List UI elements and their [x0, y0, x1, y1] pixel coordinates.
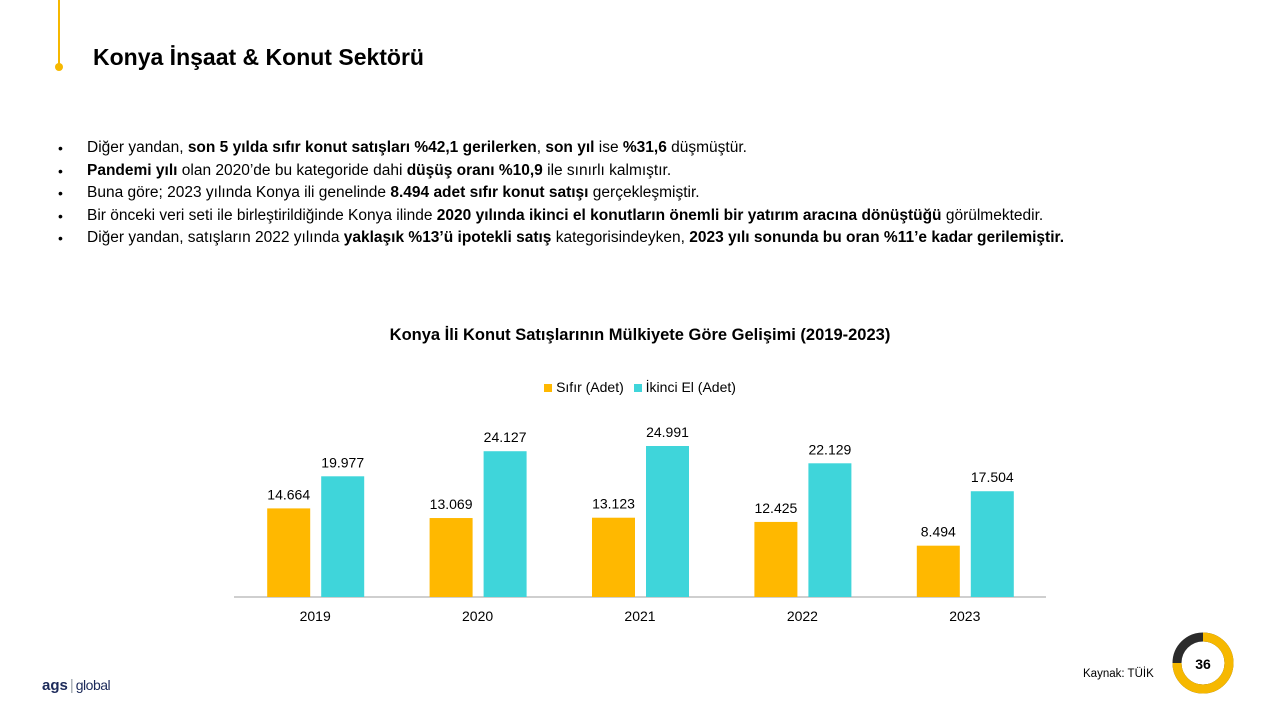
source-note: Kaynak: TÜİK: [1083, 668, 1154, 680]
page-number-badge: [1172, 632, 1234, 694]
data-label-ikinci-el-2021: 24.991: [646, 424, 689, 440]
bullet-text: Bir önceki veri seti ile birleştirildiğinde Konya ilinde: [87, 206, 437, 224]
bar-ikinci-el-2021: [646, 446, 689, 597]
data-label-sifir-2021: 13.123: [592, 495, 635, 512]
bullet-text: yaklaşık %13’ü ipotekli satış: [343, 229, 552, 246]
data-label-ikinci-el-2023: 17.504: [970, 469, 1014, 486]
ags-global-logo: [42, 677, 110, 694]
data-label-sifir-2020: 13.069: [429, 496, 473, 513]
bullet-text: son 5 yılda sıfır konut satışları %42,1 gerilerken: [187, 139, 537, 156]
logo-separator: |: [69, 677, 74, 694]
bullet-text: olan 2020’de bu kategoride dahi: [177, 161, 407, 179]
data-label-sifir-2019: 14.664: [267, 486, 311, 503]
bar-sifir-2020: [430, 518, 473, 597]
bullet-text: gerçekleşmiştir.: [588, 184, 700, 201]
page-title: Konya İnşaat & Konut Sektörü: [93, 44, 424, 70]
bullet-text: ise: [594, 139, 623, 156]
bullet-text: Pandemi yılı: [87, 161, 178, 179]
data-label-sifir-2023: 8.494: [920, 523, 956, 540]
bullet-text: düşmüştür.: [666, 139, 747, 156]
data-label-ikinci-el-2019: 19.977: [321, 454, 365, 471]
data-label-sifir-2022: 12.425: [754, 499, 798, 516]
chart-title: Konya İli Konut Satışlarının Mülkiyete Göre Gelişimi (2019-2023): [389, 326, 891, 344]
bullet-text: ,: [536, 139, 546, 156]
x-tick-label-2023: 2023: [949, 608, 981, 624]
bullet-text: düşüş oranı %10,9: [406, 161, 543, 179]
bar-sifir-2022: [754, 522, 797, 597]
bullet-text: Buna göre; 2023 yılında Konya ili genelinde: [87, 184, 391, 201]
bar-ikinci-el-2023: [971, 491, 1014, 597]
bar-sifir-2021: [592, 518, 635, 597]
x-tick-label-2022: 2022: [786, 608, 818, 624]
bar-sifir-2023: [917, 546, 960, 597]
legend-label-sifir: Sıfır (Adet): [556, 379, 624, 395]
bar-ikinci-el-2020: [484, 451, 527, 597]
bullet-text: 2023 yılı sonunda bu oran %11’e kadar gerilemiştir.: [689, 229, 1065, 246]
legend-label-ikinci-el: İkinci El (Adet): [645, 379, 736, 395]
bullet-text: son yıl: [545, 139, 595, 156]
page-number: 36: [1195, 656, 1211, 672]
x-tick-label-2020: 2020: [462, 608, 494, 624]
bullet-text: görülmektedir.: [941, 206, 1044, 224]
bullet-text: kategorisindeyken,: [551, 229, 690, 246]
bullet-text: 8.494 adet sıfır konut satışı: [390, 184, 589, 201]
bullet-text: ile sınırlı kalmıştır.: [542, 161, 672, 179]
bullet-text: %31,6: [622, 139, 667, 156]
x-tick-label-2021: 2021: [624, 608, 656, 624]
data-label-ikinci-el-2022: 22.129: [808, 441, 852, 458]
logo-ags: ags: [42, 677, 68, 694]
x-tick-label-2019: 2019: [299, 608, 331, 624]
logo-global: global: [75, 677, 111, 693]
bullet-text: Diğer yandan, satışların 2022 yılında: [87, 229, 344, 246]
bar-ikinci-el-2022: [808, 463, 851, 597]
bullet-text: Diğer yandan,: [87, 139, 188, 156]
bullet-text: 2020 yılında ikinci el konutların önemli bir yatırım aracına dönüştüğü: [436, 206, 942, 224]
bar-sifir-2019: [267, 508, 310, 597]
bar-ikinci-el-2019: [321, 476, 364, 597]
data-label-ikinci-el-2020: 24.127: [483, 429, 527, 446]
